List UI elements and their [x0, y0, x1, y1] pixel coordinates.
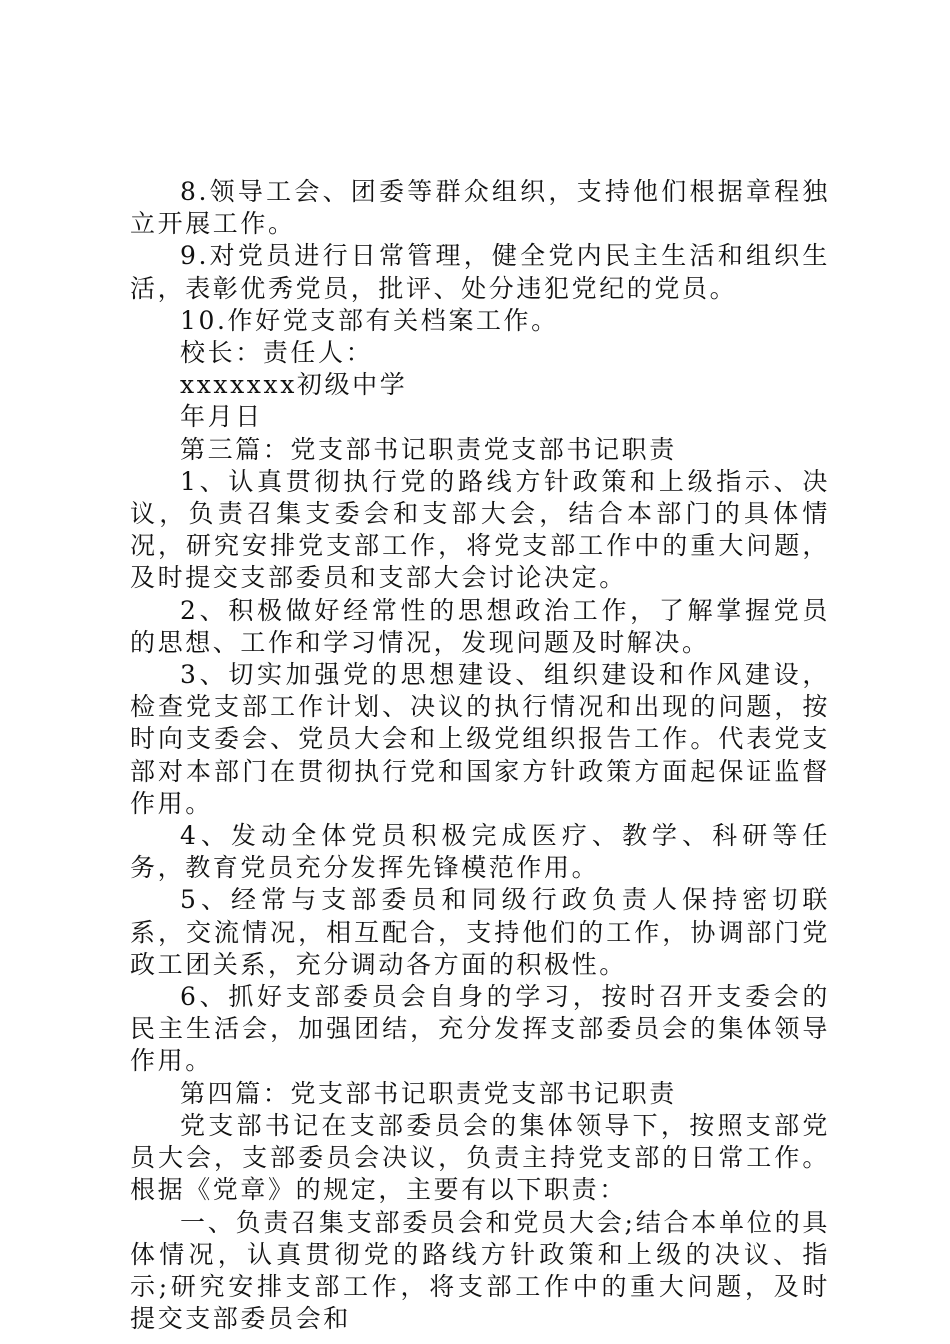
duty-item-5: 5、经常与支部委员和同级行政负责人保持密切联系，交流情况，相互配合，支持他们的工作，协调部门党政工团关系，充分调动各方面的积极性。: [130, 885, 830, 979]
paragraph-item-8: 8.领导工会、团委等群众组织，支持他们根据章程独立开展工作。: [130, 177, 830, 239]
duty-item-2: 2、积极做好经常性的思想政治工作，了解掌握党员的思想、工作和学习情况，发现问题及时解决。: [130, 595, 830, 657]
duty-item-6: 6、抓好支部委员会自身的学习，按时召开支委会的民主生活会，加强团结，充分发挥支部委员会的集体领导作用。: [130, 982, 830, 1076]
signature-line: 校长：责任人：: [180, 338, 374, 368]
paragraph-item-9: 9.对党员进行日常管理，健全党内民主生活和组织生活，表彰优秀党员，批评、处分违犯党纪的党员。: [130, 241, 830, 303]
section-4-item-1: 一、负责召集支部委员会和党员大会;结合本单位的具体情况，认真贯彻党的路线方针政策和上级的决议、指示;研究安排支部工作，将支部工作中的重大问题，及时提交支部委员会和: [130, 1207, 830, 1334]
duty-item-1: 1、认真贯彻执行党的路线方针政策和上级指示、决议，负责召集支委会和支部大会，结合本部门的具体情况，研究安排党支部工作，将党支部工作中的重大问题，及时提交支部委员和支部大会讨论决定。: [130, 466, 830, 593]
school-name: xxxxxxx初级中学: [180, 370, 408, 400]
date-line: 年月日: [180, 402, 263, 432]
paragraph-item-10: 10.作好党支部有关档案工作。: [180, 305, 559, 335]
document-body: [130, 176, 830, 1335]
section-heading-4: 第四篇：党支部书记职责党支部书记职责: [180, 1078, 677, 1108]
duty-item-4: 4、发动全体党员积极完成医疗、教学、科研等任务，教育党员充分发挥先锋模范作用。: [130, 821, 830, 883]
section-4-intro: 党支部书记在支部委员会的集体领导下，按照支部党员大会，支部委员会决议，负责主持党支部的日常工作。根据《党章》的规定，主要有以下职责：: [130, 1110, 830, 1205]
duty-item-3: 3、切实加强党的思想建设、组织建设和作风建设，检查党支部工作计划、决议的执行情况和出现的问题，按时向支委会、党员大会和上级党组织报告工作。代表党支部对本部门在贯彻执行党和国家方针政策方面起保证监督作用。: [130, 660, 830, 818]
section-heading-3: 第三篇：党支部书记职责党支部书记职责: [180, 434, 677, 464]
